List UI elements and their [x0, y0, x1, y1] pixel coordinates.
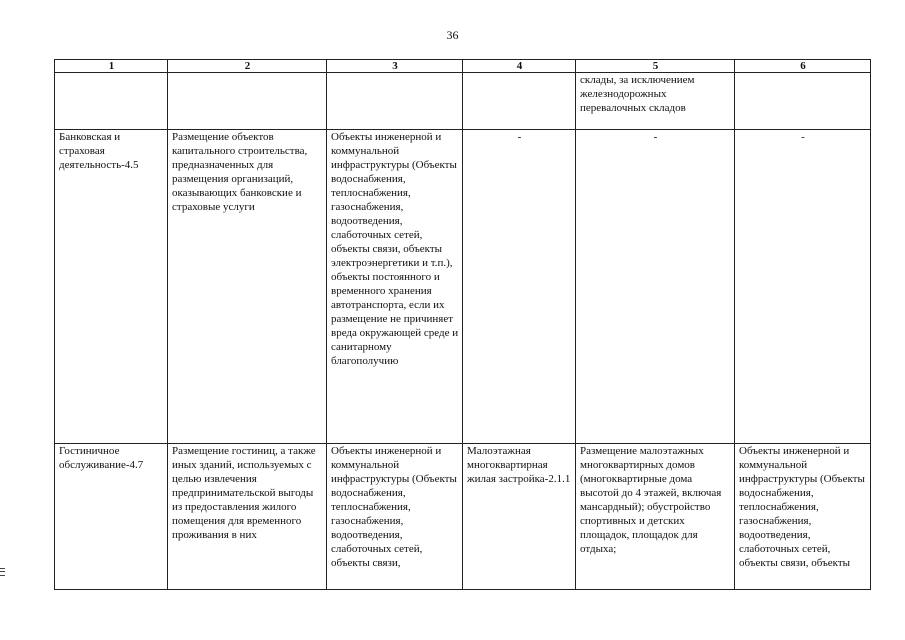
conditional-use-cell: Малоэтажная многоквартирная жилая застройка-2.1.1: [463, 444, 576, 590]
page-number: 36: [446, 28, 459, 42]
column-header: 2: [168, 60, 327, 73]
table-cell: [55, 73, 168, 130]
auxiliary-use-cell: Объекты инженерной и коммунальной инфраструктуры (Объекты водоснабжения, теплоснабжения, газоснабжения, водоотведения, слаботочных сетей, объекты связи, объекты электроэнергетики и т.п.), объекты постоянного и временного хранения автотранспорта, если их размещение не причиняет вреда окружающей среде и санитарному благополучию: [327, 130, 463, 444]
conditional-description-cell: Размещение малоэтажных многоквартирных домов (многоквартирные дома высотой до 4 этажей, включая мансардный); обустройство спортивных и детских площадок, площадок для отдыха;: [576, 444, 735, 590]
column-header: 4: [463, 60, 576, 73]
table-cell: [327, 73, 463, 130]
description-cell: Размещение гостиниц, а также иных зданий, используемых с целью извлечения предпринимательской выгоды из предоставления жилого помещения для временного проживания в них: [168, 444, 327, 590]
land-use-table: [54, 59, 871, 590]
column-header: 5: [576, 60, 735, 73]
table-cell: [168, 73, 327, 130]
use-type-cell: Гостиничное обслуживание-4.7: [55, 444, 168, 590]
use-type-cell: Банковская и страховая деятельность-4.5: [55, 130, 168, 444]
column-header: 1: [55, 60, 168, 73]
conditional-auxiliary-cell: Объекты инженерной и коммунальной инфраструктуры (Объекты водоснабжения, теплоснабжения, газоснабжения, водоотведения, слаботочных сетей, объекты связи, объекты: [735, 444, 871, 590]
table-header-row: [55, 60, 871, 73]
table-cell: -: [735, 130, 871, 444]
description-cell: Размещение объектов капитального строительства, предназначенных для размещения организаций, оказывающих банковские и страховые услуги: [168, 130, 327, 444]
table-row: [55, 130, 871, 444]
table-cell: [735, 73, 871, 130]
column-header: 6: [735, 60, 871, 73]
auxiliary-use-cell: Объекты инженерной и коммунальной инфраструктуры (Объекты водоснабжения, теплоснабжения, газоснабжения, водоотведения, слаботочных сетей, объекты связи,: [327, 444, 463, 590]
table-cell: -: [576, 130, 735, 444]
table-cell: склады, за исключением железнодорожных перевалочных складов: [576, 73, 735, 130]
table-cell: -: [463, 130, 576, 444]
table-row: [55, 73, 871, 130]
column-header: 3: [327, 60, 463, 73]
margin-mark: [0, 568, 5, 576]
table-cell: [463, 73, 576, 130]
table-row: [55, 444, 871, 590]
